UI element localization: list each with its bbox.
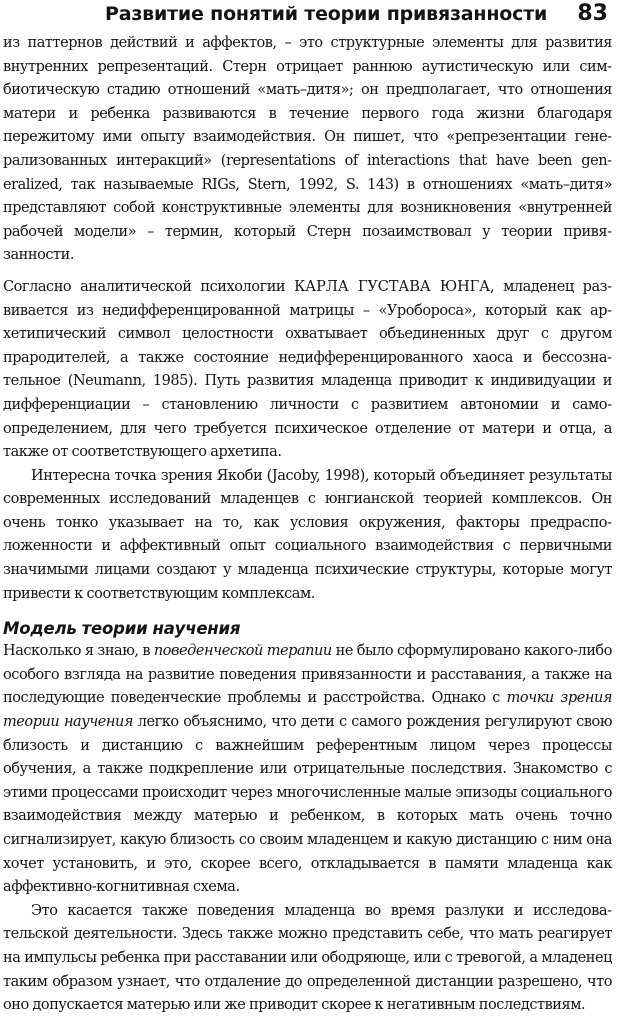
paragraph-jung-intro: Согласно аналитической психологии xyxy=(3,278,295,295)
paragraph-behavior-therapy xyxy=(3,640,612,900)
paragraph-behavior-middle: не было сформулировано какого-либо особого взгляда на развитие поведения привязанности и расставания, а также на последующие поведенческие проблемы и расстройства. Однако с xyxy=(3,643,612,707)
paragraph-stern-representations: из паттернов действий и аффектов, – это структурные элементы для развития внутренних репрезентаций. Стерн отрицает раннюю аутистическую или симбиотическую стадию отношений «мать–дитя»; он предполагает, что отношения матери и ребенка развиваются в течение первого года жизни благодаря пережитому ими опыту взаимодействия. Он пишет, что «репрезентации генерализованных интеракций» (representations of interactions that have been generalized, так называемые RIGs, Stern, 1992, S. 143) в отношениях «мать–дитя» представляют собой конструктивные элементы для возникновения «внутренней рабочей модели» – термин, который Стерн позаимствовал у теории привязанности. xyxy=(3,35,612,264)
page-number: 83 xyxy=(577,1,608,26)
paragraph-behavior-rest: легко объяснимо, что дети с самого рождения регулируют свою близость и дистанцию с важнейшим референтным лицом через процессы обучения, а также подкрепление или отрицательные последствия. Знакомство с этими процессами происходит через многочисленные малые эпизоды социального взаимодействия между матерью и ребенком, в которых мать очень точно сигнализирует, какую близость со своим младенцем и какую дистанцию с ним она хочет установить, и это, скорее всего, откладывается в памяти младенца как аффективно-когнитивная схема. xyxy=(3,714,612,896)
section-heading: Модель теории научения xyxy=(3,619,241,639)
term-behavior-therapy: поведенческой терапии xyxy=(153,643,332,660)
term-learning-theory: точки зрения теории научения xyxy=(3,690,612,731)
body-text xyxy=(3,32,612,1018)
author-name-jung: КАРЛА ГУСТАВА ЮНГА xyxy=(294,278,491,295)
paragraph-separation-behavior: Это касается также поведения младенца во время разлуки и исследовательской деятельности. Здесь также можно представить себе, что мать реагирует на импульсы ребенка при расставании или ободряюще, или с тревогой, а младенец таким образом узнает, что отдаление до определенной дистанции разрешено, что оно допускается матерью или же приводит скорее к негативным последствиям. xyxy=(3,902,612,1014)
paragraph-behavior-intro: Насколько я знаю, в xyxy=(3,643,154,660)
running-title: Развитие понятий теории привязанности xyxy=(105,3,548,25)
paragraph-jung-rest: , младенец развивается из недифференцированной матрицы – «Уробороса», который как архетипический символ целостности охватывает объединенных друг с другом прародителей, а также состояние недифференцированного хаоса и бессознательное (Neumann, 1985). Путь развития младенца приводит к индивидуации и дифференциации – становлению личности с развитием автономии и самоопределением, для чего требуется психическое отделение от матери и отца, а также от соответствующего архетипа. xyxy=(3,278,612,461)
running-header xyxy=(3,0,612,32)
paragraph-jung xyxy=(3,276,612,465)
paragraph-jacoby: Интересна точка зрения Якоби (Jacoby, 1998), который объединяет результаты современных исследований младенцев с юнгианской теорией комплексов. Он очень тонко указывает на то, как условия окружения, факторы предрасположенности и аффективный опыт социального взаимодействия с первичными значимыми лицами создают у младенца психические структуры, которые могут привести к соответствующим комплексам. xyxy=(3,467,612,602)
